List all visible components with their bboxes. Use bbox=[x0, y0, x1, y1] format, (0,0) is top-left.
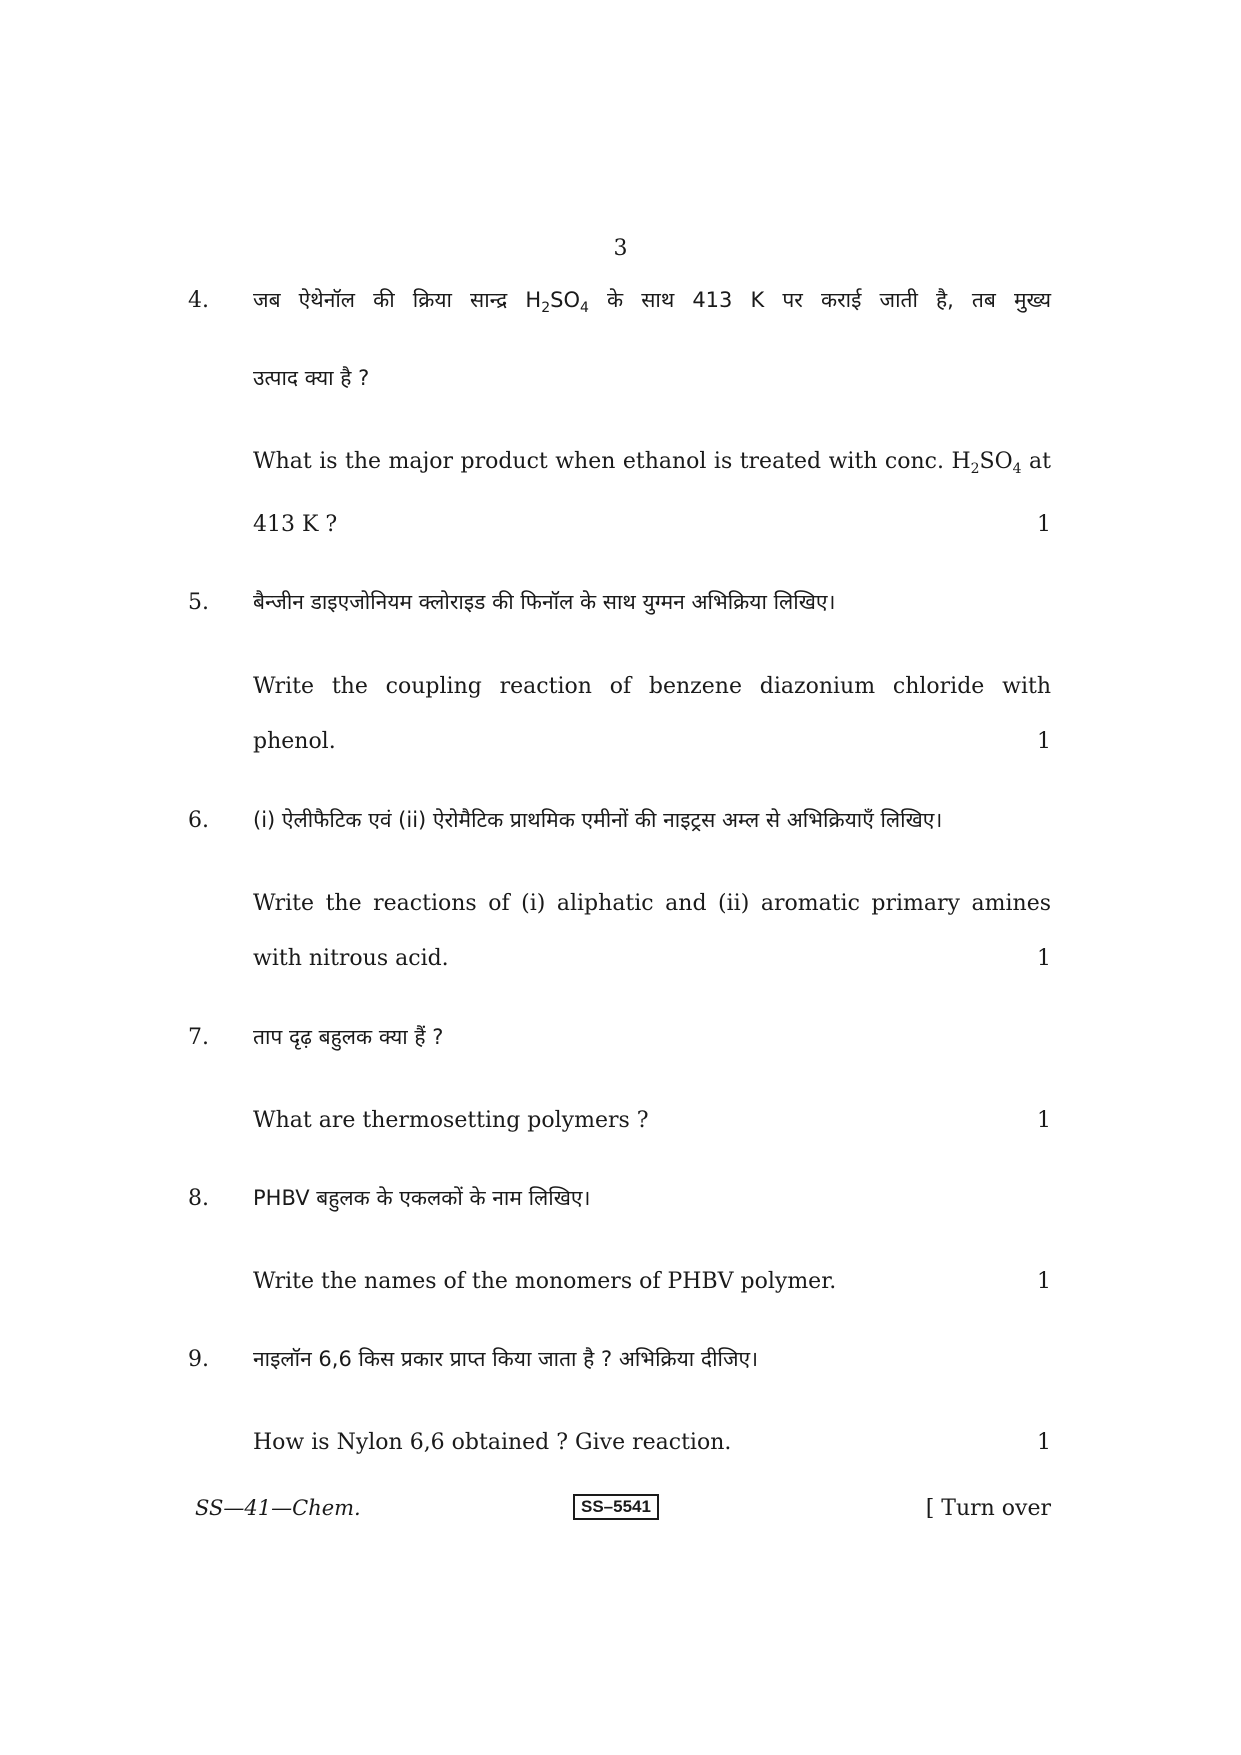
question-hindi-text: ताप दृढ़ बहुलक क्या हैं ? bbox=[253, 1025, 444, 1049]
footer-turn-over: [ Turn over bbox=[925, 1496, 1051, 1521]
question-english-text: Write the names of the monomers of PHBV polymer. bbox=[253, 1269, 837, 1294]
question-english-text: Write the coupling reaction of benzene diazonium chloride with bbox=[253, 674, 1051, 699]
question-number: 6. bbox=[188, 808, 209, 833]
question-hindi-text: (i) ऐलीफैटिक एवं (ii) ऐरोमैटिक प्राथमिक एमीनों की नाइट्रस अम्ल से अभिक्रियाएँ लिखिए। bbox=[253, 808, 943, 832]
question-marks: 1 bbox=[1037, 729, 1051, 754]
question-marks: 1 bbox=[1037, 1108, 1051, 1133]
page-number: 3 bbox=[613, 236, 628, 261]
question-number: 4. bbox=[188, 288, 209, 313]
question-marks: 1 bbox=[1037, 946, 1051, 971]
question-english-text: phenol. bbox=[253, 729, 336, 754]
question-hindi-text: नाइलॉन 6,6 किस प्रकार प्राप्त किया जाता है ? अभिक्रिया दीजिए। bbox=[253, 1347, 759, 1371]
question-english-text: with nitrous acid. bbox=[253, 946, 449, 971]
question-english-text: How is Nylon 6,6 obtained ? Give reaction. bbox=[253, 1430, 732, 1455]
question-hindi-text: जब ऐथेनॉल की क्रिया सान्द्र $H_2SO_4$ के साथ 413 K पर कराई जाती है, तब मुख्य bbox=[253, 288, 1051, 316]
question-hindi-text: PHBV बहुलक के एकलकों के नाम लिखिए। bbox=[253, 1186, 591, 1210]
question-marks: 1 bbox=[1037, 1269, 1051, 1294]
question-number: 7. bbox=[188, 1025, 209, 1050]
question-english-text: 413 K ? bbox=[253, 512, 338, 537]
question-marks: 1 bbox=[1037, 512, 1051, 537]
question-marks: 1 bbox=[1037, 1430, 1051, 1455]
footer-paper-code: SS—41—Chem. bbox=[195, 1496, 361, 1520]
question-number: 9. bbox=[188, 1347, 209, 1372]
question-english-text: What is the major product when ethanol is treated with conc. $H_2SO_4$ at bbox=[253, 449, 1051, 477]
question-hindi-text: बैन्जीन डाइएजोनियम क्लोराइड की फिनॉल के साथ युग्मन अभिक्रिया लिखिए। bbox=[253, 590, 836, 614]
question-hindi-text: उत्पाद क्या है ? bbox=[253, 366, 370, 390]
question-english-text: What are thermosetting polymers ? bbox=[253, 1108, 649, 1133]
question-number: 8. bbox=[188, 1186, 209, 1211]
footer-series-code-box: SS–5541 bbox=[573, 1494, 659, 1520]
question-number: 5. bbox=[188, 590, 209, 615]
question-english-text: Write the reactions of (i) aliphatic and (ii) aromatic primary amines bbox=[253, 891, 1051, 916]
